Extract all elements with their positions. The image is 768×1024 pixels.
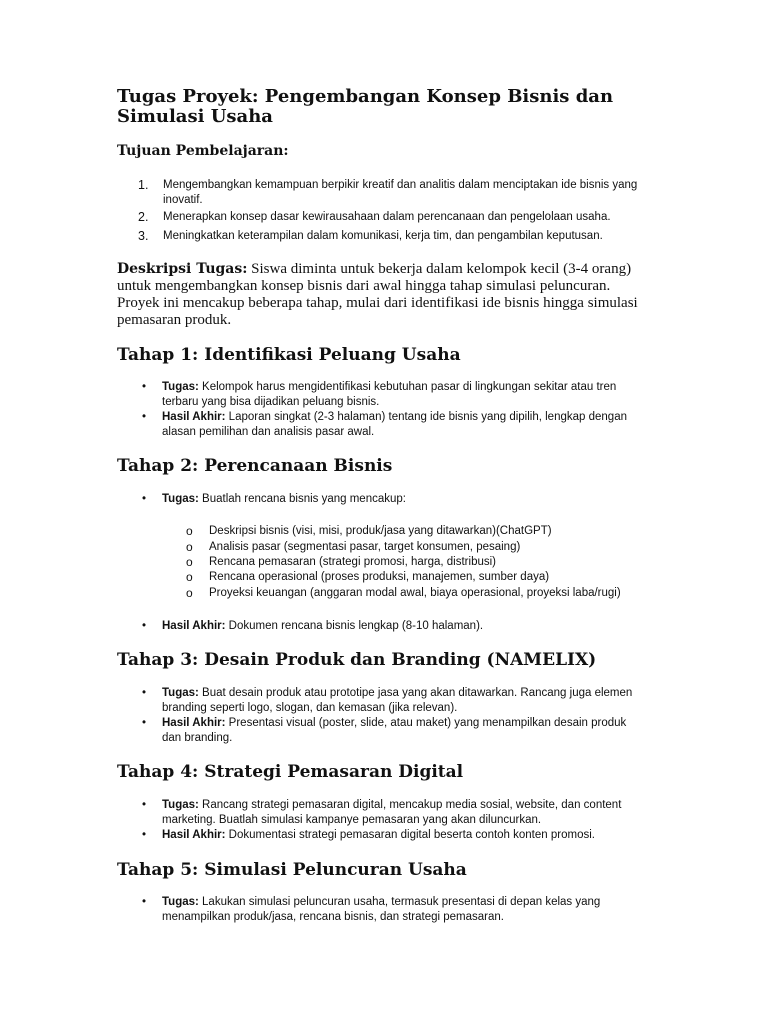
circle-bullet-icon: o [186,524,193,538]
circle-bullet-icon: o [186,555,193,569]
tugas-label: Tugas: [162,896,199,908]
tugas-text: Buatlah rencana bisnis yang mencakup: [198,493,406,505]
tugas-text: Buat desain produk atau prototipe jasa yang akan ditawarkan. Rancang juga elemen branding seperti logo, slogan, dan kemasan (jika relevan). [162,687,633,714]
page-title: Tugas Proyek: Pengembangan Konsep Bisnis dan Simulasi Usaha [117,86,614,127]
hasil-text: Dokumen rencana bisnis lengkap (8-10 halaman). [225,620,484,632]
circle-bullet-icon: o [186,540,193,554]
circle-bullet-icon: o [186,570,193,584]
tugas-text: Rancang strategi pemasaran digital, mencakup media sosial, website, dan content marketing. Buatlah simulasi kampanye pemasaran yang akan diluncurkan. [162,799,622,826]
tugas-text: Lakukan simulasi peluncuran usaha, termasuk presentasi di depan kelas yang menampilkan produk/jasa, rencana bisnis, dan strategi pemasaran. [162,896,601,923]
circle-bullet-icon: o [186,586,193,600]
hasil-text: Presentasi visual (poster, slide, atau maket) yang menampilkan desain produk dan branding. [162,717,627,744]
tugas-label: Tugas: [162,799,199,811]
bullet-icon: • [142,829,147,841]
tujuan-heading: Tujuan Pembelajaran: [117,143,289,159]
sub-item-text: Deskripsi bisnis (visi, misi, produk/jasa yang ditawarkan)(ChatGPT) [209,525,552,537]
hasil-label: Hasil Akhir: [162,620,226,632]
tahap5-heading: Tahap 5: Simulasi Peluncuran Usaha [117,860,467,880]
deskripsi-text: Siswa diminta untuk bekerja dalam kelompok kecil (3-4 orang) untuk mengembangkan konsep bisnis dari awal hingga tahap simulasi peluncuran. Proyek ini mencakup beberapa tahap, mulai dari identifikasi ide bisnis hingga simulasi pemasaran produk. [117,261,638,328]
bullet-icon: • [142,799,147,811]
tugas-label: Tugas: [162,493,199,505]
tahap2-heading: Tahap 2: Perencanaan Bisnis [117,456,393,476]
list-number: 1. [138,178,149,192]
hasil-label: Hasil Akhir: [162,411,226,423]
hasil-text: Laporan singkat (2-3 halaman) tentang ide bisnis yang dipilih, lengkap dengan alasan pemilihan dan analisis pasar awal. [162,411,627,438]
sub-item-text: Analisis pasar (segmentasi pasar, target konsumen, pesaing) [209,541,521,553]
bullet-icon: • [142,493,147,505]
sub-item-text: Rencana pemasaran (strategi promosi, harga, distribusi) [209,556,496,568]
tugas-label: Tugas: [162,381,199,393]
tahap4-heading: Tahap 4: Strategi Pemasaran Digital [117,762,464,782]
bullet-icon: • [142,687,147,699]
sub-item-text: Rencana operasional (proses produksi, manajemen, sumber daya) [209,571,550,583]
list-number: 3. [138,229,149,243]
tugas-label: Tugas: [162,687,199,699]
list-number: 2. [138,210,149,224]
list-text: Mengembangkan kemampuan berpikir kreatif dan analitis dalam menciptakan ide bisnis yang inovatif. [163,179,638,206]
bullet-icon: • [142,411,147,423]
sub-item-text: Proyeksi keuangan (anggaran modal awal, biaya operasional, proyeksi laba/rugi) [209,587,621,599]
tugas-text: Kelompok harus mengidentifikasi kebutuhan pasar di lingkungan sekitar atau tren terbaru yang bisa dijadikan peluang bisnis. [162,381,617,408]
tahap1-heading: Tahap 1: Identifikasi Peluang Usaha [117,345,461,365]
deskripsi-label: Deskripsi Tugas: [117,261,248,277]
hasil-label: Hasil Akhir: [162,829,226,841]
list-text: Meningkatkan keterampilan dalam komunikasi, kerja tim, dan pengambilan keputusan. [163,230,603,242]
bullet-icon: • [142,896,147,908]
bullet-icon: • [142,381,147,393]
deskripsi-paragraph [117,261,647,329]
bullet-icon: • [142,620,147,632]
hasil-label: Hasil Akhir: [162,717,226,729]
hasil-text: Dokumentasi strategi pemasaran digital beserta contoh konten promosi. [225,829,595,841]
list-text: Menerapkan konsep dasar kewirausahaan dalam perencanaan dan pengelolaan usaha. [163,211,611,223]
tahap3-heading: Tahap 3: Desain Produk dan Branding (NAMELIX) [117,650,597,670]
bullet-icon: • [142,717,147,729]
